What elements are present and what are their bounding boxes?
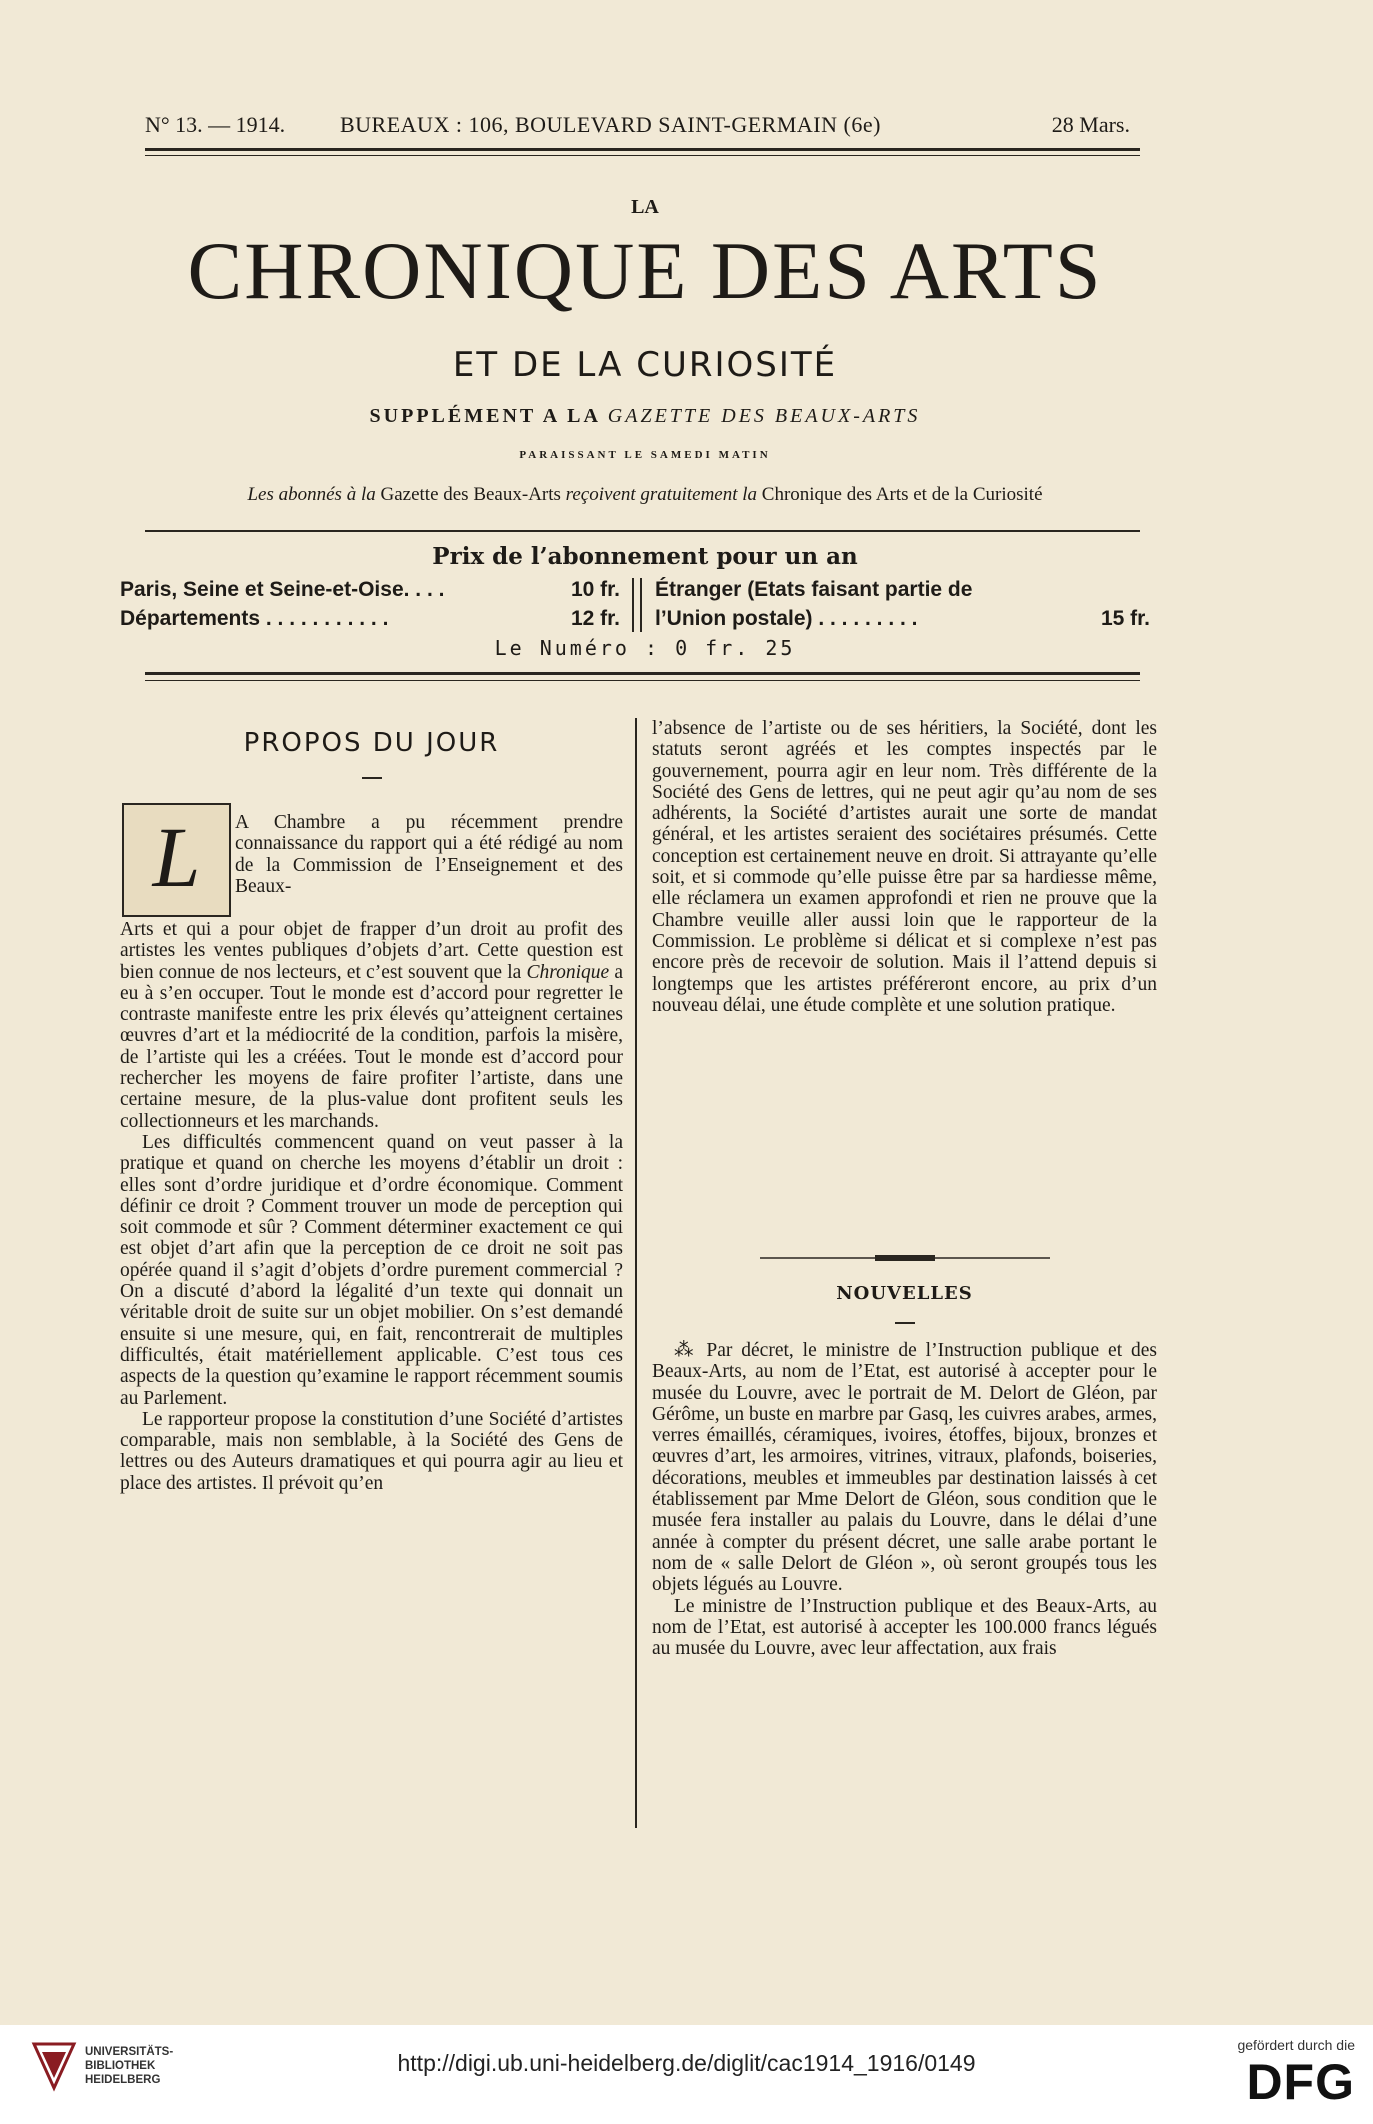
source-url[interactable]: http://digi.ub.uni-heidelberg.de/diglit/cac1914_1916/0149: [397, 2050, 976, 2076]
propos-title: PROPOS DU JOUR: [243, 728, 500, 758]
masthead-rule-top: [145, 148, 1140, 151]
supplement-prefix: SUPPLÉMENT A LA: [369, 405, 608, 427]
page-title: CHRONIQUE DES ARTS: [187, 225, 1103, 316]
propos-paragraph-2: Les difficultés commencent quand on veut passer à la pratique et quand on cherche les moyens d’établir un droit : elles sont d’ordre juridique et d’ordre économique. Comment définir ce droit ? Comment trouver un mode de perception qui soit commode et sûr ? Comment déterminer exactement ce qui est objet d’art afin que la perception de ce droit ne soit pas opérée quand il s’agit d’objets d’ordre purement commercial ? On a discuté d’abord la légalité d’un texte qui donnait un véritable droit de suite sur un objet mobilier. On s’est demandé ensuite si une mesure, qui, en fait, rencontrerait de multiples difficultés, était matériellement applicable. C’est tous ces aspects de la question qu’examine le rapport récemment soumis au Parlement.: [120, 1131, 623, 1409]
abonnes-part-4: Chronique des Arts et de la Curiosité: [757, 484, 1043, 505]
propos-paragraph-1-a: Arts et qui a pour objet de frapper d’un droit au profit des artistes les ventes publiques d’objets d’art. Cette question est bien connue de nos lecteurs, et c’est souvent que la: [120, 919, 623, 983]
etranger-line-1: Étranger (Etats faisant partie de: [655, 578, 973, 601]
title-article: LA: [631, 196, 659, 218]
paris-price: 10 fr.: [570, 578, 620, 601]
issue-date: 28 Mars.: [1051, 112, 1130, 137]
supplement-gazette: GAZETTE DES BEAUX-ARTS: [607, 405, 921, 427]
issue-number: N° 13. — 1914.: [145, 112, 286, 137]
issue-line: [145, 112, 1140, 142]
propos-paragraph-4: l’absence de l’artiste ou de ses héritiers, la Société, dont les statuts seront agréés et les comptes inspectés par le gouvernement, pourra agir en leur nom. Très différente de la Société des Gens de lettres, qui ne peut agir qu’au nom de ses adhérents, la Société d’artistes aurait une sorte de mandat général, et les artistes seraient des sociétaires présumés. Cette conception est certainement neuve en droit. Si attrayante qu’elle soit, et si commode qu’elle puisse être par sa hardiesse même, elle réclamera un examen approfondi et rien ne prouve que la Chambre veuille aller aussi loin que le rapporteur de la Commission. Le problème si délicat et si complexe n’est pas encore près de recevoir de solution. Mais il l’attend depuis si longtemps que les artistes préféreront encore, au prix d’un nouveau délai, une étude complète et une solution pratique.: [652, 718, 1157, 1016]
paris-label: Paris, Seine et Seine-et-Oise. . . .: [120, 578, 445, 601]
dfg-logo: DFG: [1246, 2054, 1355, 2110]
abonnes-part-3: reçoivent gratuitement la: [565, 484, 758, 505]
parution-line: PARAISSANT LE SAMEDI MATIN: [519, 449, 771, 461]
abonnes-part-1: Les abonnés à la: [247, 484, 376, 505]
abonnes-part-2: Gazette des Beaux-Arts: [375, 484, 566, 505]
propos-left-column: [120, 919, 623, 1494]
library-name-line-2: BIBLIOTHEK: [85, 2060, 156, 2072]
subscribers-note: [120, 484, 1170, 506]
subscription-foreign: [655, 575, 1150, 633]
nouvelles-column: [652, 1340, 1157, 1659]
departements-label: Départements . . . . . . . . . . .: [120, 607, 389, 630]
asterism-mark: ⁂: [674, 1340, 698, 1361]
nouvelles-paragraph-1-text: Par décret, le ministre de l’Instruction publique et des Beaux-Arts, au nom de l’Etat, est autorisé à accepter pour le musée du Louvre, avec le portrait de M. Delort de Gléon, par Gérôme, un buste en marbre par Gasq, les cuivres arabes, armes, verres émaillés, céramiques, ivoires, étoffes, bijoux, bronzes et œuvres d’art, les armoires, vitrines, vitraux, plafonds, boiseries, décorations, meubles et immeubles par destination laissés à cet établissement par Mme Delort de Gléon, sous condition que le musée fera installer au palais du Louvre, dans le délai d’une année à compter du présent décret, une salle arabe portant le nom de « salle Delort de Gléon », où seront groupés tous les objets légués au Louvre.: [652, 1340, 1158, 1596]
propos-right-column: [652, 718, 1157, 1016]
ornamental-dropcap: L: [122, 803, 231, 917]
departements-price: 12 fr.: [570, 607, 620, 630]
library-name-line-1: UNIVERSITÄTS-: [85, 2046, 174, 2058]
nouvelles-title: NOUVELLES: [836, 1283, 973, 1304]
subtitle: ET DE LA CURIOSITÉ: [452, 345, 838, 385]
propos-title-dash: [362, 777, 382, 779]
supplement-line: [0, 405, 1290, 428]
propos-paragraph-1-b: a eu à s’en occuper. Tout le monde est d’accord pour regretter le contraste manifeste entre les prix élevés qu’atteignent certaines œuvres d’art et la médiocrité de la condition, parfois la misère, de l’artiste qui les a créées. Tout le monde est d’accord pour rechercher les moyens de faire profiter l’artiste, dans une certaine mesure, de la plus-value dont profitent seuls les collectionneurs et les marchands.: [120, 961, 624, 1132]
subscription-rule-top: [145, 530, 1140, 532]
section-ornament: [760, 1253, 1050, 1263]
nouvelles-paragraph-2: Le ministre de l’Instruction publique et des Beaux-Arts, au nom de l’Etat, est autorisé à accepter les 100.000 francs légués au musée du Louvre, avec leur affectation, aux frais: [652, 1595, 1157, 1660]
bureaux-address: BUREAUX : 106, BOULEVARD SAINT-GERMAIN (6e): [340, 112, 881, 137]
nouvelles-paragraph-1: [652, 1340, 1157, 1596]
subscription-divider: [632, 578, 642, 632]
masthead-rule-thin: [145, 155, 1140, 156]
column-divider: [635, 718, 637, 1828]
propos-paragraph-3: Le rapporteur propose la constitution d’une Société d’artistes comparable, mais non semblable, à la Société des Gens de lettres ou des Auteurs dramatiques et qui pourra agir au lieu et place des artistes. Il prévoit qu’en: [120, 1408, 623, 1494]
propos-paragraph-1: [120, 919, 623, 1132]
etranger-price: 15 fr.: [1100, 607, 1150, 630]
propos-paragraph-1-start: A Chambre a pu récemment prendre connaissance du rapport qui a été rédigé au nom de la Commission de l’Enseignement et des Beaux-: [235, 812, 623, 897]
propos-intro: [235, 812, 623, 897]
subscription-rule-bottom: [145, 672, 1140, 675]
subscription-domestic: [120, 575, 620, 633]
dfg-caption: gefördert durch die: [1237, 2037, 1355, 2053]
subscription-rule-thin: [145, 680, 1140, 681]
chronique-word: Chronique: [526, 961, 610, 983]
library-name-line-3: HEIDELBERG: [85, 2074, 161, 2086]
subscription-title: Prix de l’abonnement pour un an: [432, 543, 858, 570]
single-issue-price: Le Numéro : 0 fr. 25: [494, 636, 796, 660]
nouvelles-title-dash: [895, 1322, 915, 1324]
etranger-line-2: l’Union postale) . . . . . . . . .: [655, 607, 918, 630]
